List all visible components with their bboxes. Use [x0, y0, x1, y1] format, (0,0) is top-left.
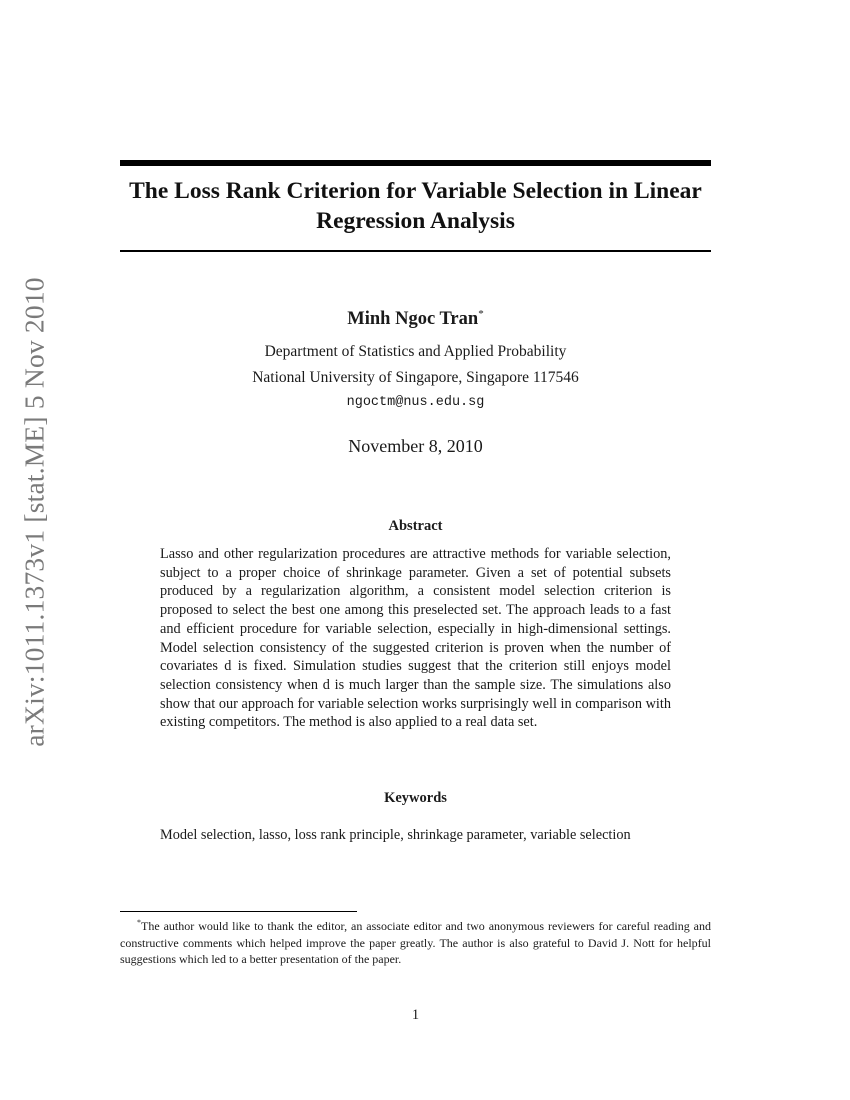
abstract-heading: Abstract: [388, 518, 443, 534]
arxiv-identifier: [14, 271, 56, 753]
page-number: 1: [411, 1007, 420, 1023]
footnote-rule: [120, 911, 357, 912]
author-department: Department of Statistics and Applied Probability: [264, 343, 567, 360]
title-bottom-rule: [120, 250, 711, 252]
author-email: ngoctm@nus.edu.sg: [346, 395, 485, 410]
footnote: [120, 915, 711, 968]
author-name: [120, 302, 711, 331]
author-institution: National University of Singapore, Singapore 117546: [252, 369, 579, 386]
author-footnote-mark: *: [478, 308, 484, 320]
title-top-rule: [120, 160, 711, 166]
footnote-text: The author would like to thank the editor, an associate editor and two anonymous reviewers for careful reading and constructive comments which helped improve the paper greatly. The author is also grateful to David J. Nott for helpful suggestions which led to a better presentation of the paper.: [120, 919, 711, 966]
footnote-mark: *: [137, 918, 141, 927]
keywords-text: Model selection, lasso, loss rank principle, shrinkage parameter, variable selection: [160, 827, 631, 843]
paper-date: November 8, 2010: [348, 436, 483, 456]
arxiv-identifier-text: arXiv:1011.1373v1 [stat.ME] 5 Nov 2010: [19, 277, 51, 747]
abstract-text: Lasso and other regularization procedures are attractive methods for variable selection, subject to a proper choice of shrinkage parameter. Given a set of potential subsets produced by a regularization algorithm, a consistent model selection criterion is proposed to select the best one among this preselected set. The approach leads to a fast and efficient procedure for variable selection, especially in high-dimensional settings. Model selection consistency of the suggested criterion is proven when the number of covariates d is fixed. Simulation studies suggest that the criterion still enjoys model selection consistency when d is much larger than the sample size. The simulations also show that our approach for variable selection works surprisingly well in comparison with existing competitors. The method is also applied to a real data set.: [160, 546, 671, 731]
keywords-heading: Keywords: [384, 790, 447, 806]
paper-title: The Loss Rank Criterion for Variable Selection in Linear Regression Analysis: [129, 178, 702, 234]
author-name-text: Minh Ngoc Tran: [347, 309, 479, 330]
